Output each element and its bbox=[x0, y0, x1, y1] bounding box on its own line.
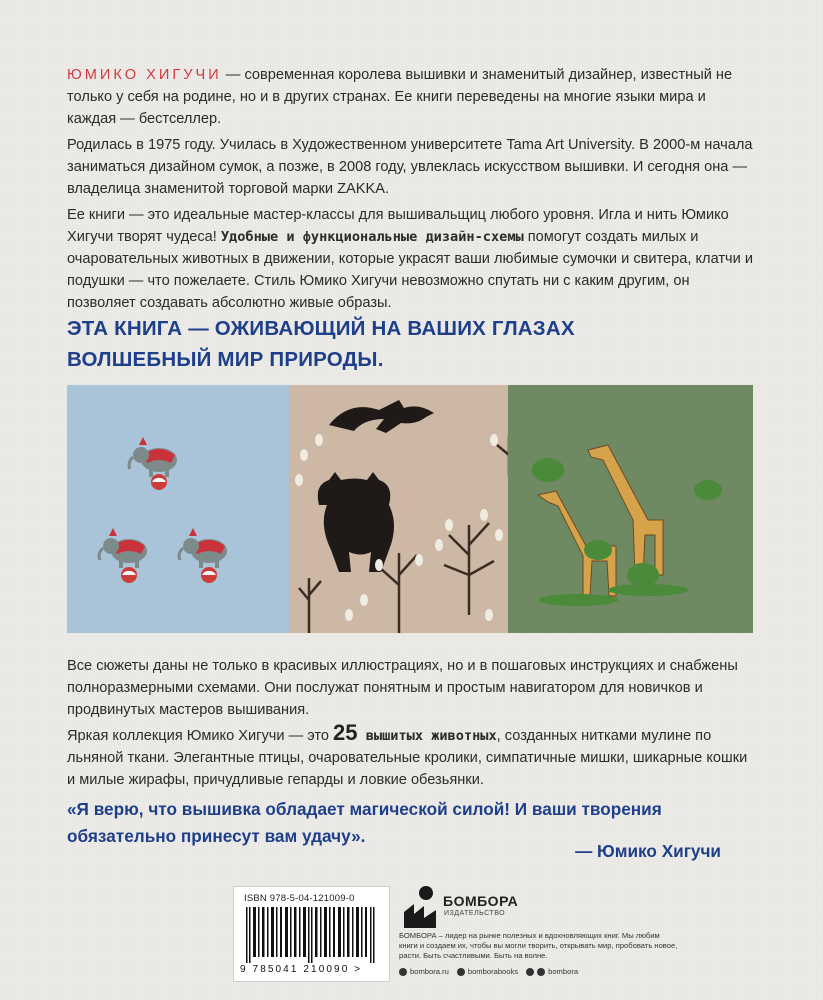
collection-bold: вышитых животных bbox=[357, 728, 497, 744]
telegram-icon bbox=[537, 968, 545, 976]
books-text-2: помогут создать милых и очаровательных животных в движении, которые украсят ваши любимые сумочки и свитера, клатчи и подушки — что пожелаете. Стиль Юмико Хигучи невозможно спутать ни с каким другим, он позволяет создавать абсолютно живые образы. bbox=[67, 229, 754, 311]
plots-paragraph: Все сюжеты даны не только в красивых иллюстрациях, но и в пошаговых инструкциях и снабжены полноразмерными схемами. Они послужат понятным и простым навигатором для новичков и продвинутых мастеров вышивания. bbox=[67, 658, 738, 718]
instagram-icon bbox=[457, 968, 465, 976]
books-text-1: Ее книги — это идеальные мастер-классы для вышивальщиц любого уровня. Игла и нить Юмико Хигучи творят чудеса! bbox=[67, 207, 729, 245]
author-name: ЮМИКО ХИГУЧИ bbox=[67, 67, 222, 83]
elephants-embroidery-image bbox=[67, 385, 312, 633]
publisher-name: БОМБОРА bbox=[443, 893, 519, 909]
social-books[interactable]: bomborabooks bbox=[457, 967, 518, 976]
intro-paragraph bbox=[67, 64, 757, 130]
bombora-logo-icon bbox=[400, 884, 440, 928]
quote-line-2: обязательно принесут вам удачу». bbox=[67, 826, 366, 846]
publisher-subtitle: ИЗДАТЕЛЬСТВО bbox=[444, 910, 506, 917]
quote-line-1: «Я верю, что вышивка обладает магической силой! И ваши творения bbox=[67, 799, 662, 819]
headline-line-1: ЭТА КНИГА — ОЖИВАЮЩИЙ НА ВАШИХ ГЛАЗАХ bbox=[67, 317, 575, 340]
collection-text-2: , созданных нитками мулине по льняной ткани. Элегантные птицы, очаровательные кролики, симпатичные мишки, шикарные кошки и милые жирафы, причудливые гепарды и ловкие обезьянки. bbox=[67, 728, 748, 788]
bio-paragraph: Родилась в 1975 году. Училась в Художественном университете Tama Art University. В 2000-м начала заниматься дизайном сумок, а позже, в 2008 году, увлеклась искусством вышивки. И сегодня она — владелица знаменитой торговой марки ZAKKA. bbox=[67, 137, 753, 197]
publisher-description: БОМБОРА – лидер на рынке полезных и вдохновляющих книг. Мы любим книги и создаем их, чтобы вы могли творить, открывать мир, пробовать новое, расти. Быть счастливыми. Быть на волне. bbox=[399, 931, 678, 961]
barcode-digits: 9 785041 210090 > bbox=[240, 964, 363, 975]
barcode-image bbox=[242, 907, 380, 963]
globe-icon bbox=[399, 968, 407, 976]
collection-text-1: Яркая коллекция Юмико Хигучи — это bbox=[67, 728, 334, 744]
intro-text: — современная королева вышивки и знаменитый дизайнер, известный не только у себя на родине, но и в других странах. Ее книги переведены на многие языки мира и каждая — бестселлер. bbox=[67, 67, 733, 127]
publisher-social bbox=[399, 967, 578, 976]
social-messenger[interactable]: bombora bbox=[526, 967, 578, 976]
books-bold: Удобные и функциональные дизайн-схемы bbox=[220, 229, 524, 245]
forest-embroidery-image bbox=[289, 385, 534, 633]
quote-author: — Юмико Хигучи bbox=[575, 841, 721, 861]
collection-paragraph bbox=[67, 722, 757, 791]
books-paragraph bbox=[67, 204, 757, 314]
social-site[interactable]: bombora.ru bbox=[399, 967, 449, 976]
headline bbox=[67, 313, 767, 375]
animal-count: 25 bbox=[333, 720, 358, 745]
headline-line-2: ВОЛШЕБНЫЙ МИР ПРИРОДЫ. bbox=[67, 348, 384, 371]
barcode-block bbox=[233, 886, 390, 982]
isbn-text: ISBN 978-5-04-121009-0 bbox=[244, 893, 355, 904]
vk-icon bbox=[526, 968, 534, 976]
giraffes-embroidery-image bbox=[508, 385, 753, 633]
